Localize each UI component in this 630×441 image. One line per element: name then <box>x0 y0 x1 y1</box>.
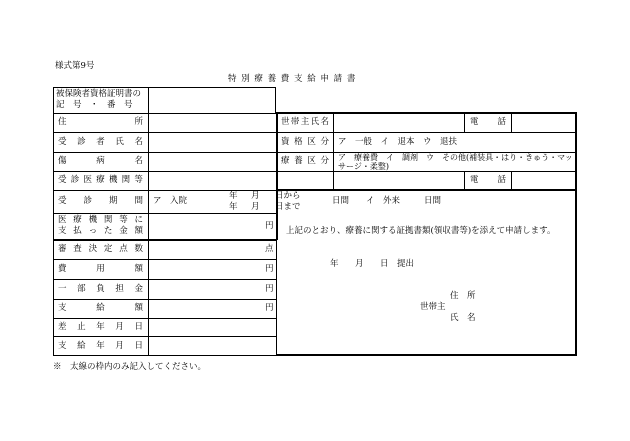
medical-category-label: 療 養 区 分 <box>281 156 329 166</box>
address-label: 住 所 <box>58 117 143 127</box>
submit-day: 日 <box>380 259 389 269</box>
paid-amount-label-2: 支 払 っ た 金 額 <box>58 226 143 236</box>
period-label: 受 診 期 間 <box>58 196 143 206</box>
paid-amount-unit: 円 <box>265 221 274 231</box>
period-to-day: 日まで <box>275 202 301 212</box>
address-sign-label: 住 所 <box>450 291 476 301</box>
review-points-label: 審 査 決 定 点 数 <box>58 244 143 254</box>
hospital-phone-label: 電 話 <box>470 175 506 185</box>
phone-label: 電 話 <box>470 117 506 127</box>
payment-date-label: 支 給 年 月 日 <box>58 341 143 351</box>
period-from-month: 月 <box>251 191 260 201</box>
form-number: 様式第9号 <box>55 61 95 71</box>
qualification-value: ア 一般 イ 退本 ウ 退扶 <box>338 137 458 147</box>
householder-name-label: 世 帯 主 氏 名 <box>281 117 329 127</box>
period-from-day: 日から <box>275 191 301 201</box>
submit-year: 年 <box>330 259 339 269</box>
medical-category-value-2: サージ・柔整) <box>338 162 389 171</box>
insurer-cert-label-1: 被保険者資格証明書の <box>56 89 142 99</box>
payment-unit: 円 <box>265 303 274 313</box>
disease-name-label: 傷 病 名 <box>58 156 143 166</box>
review-points-unit: 点 <box>265 244 274 254</box>
hospital-label: 受 診 医 療 機 関 等 <box>58 175 143 185</box>
period-days-inpatient: 日間 <box>332 196 350 206</box>
copay-label: 一 部 負 担 金 <box>58 284 143 294</box>
period-to-month: 月 <box>251 202 260 212</box>
householder-sign-label: 世帯主 <box>420 302 446 312</box>
paid-amount-label-1: 医 療 機 関 等 に <box>58 215 143 225</box>
form-title: 特 別 療 養 費 支 給 申 請 書 <box>228 74 357 84</box>
medical-category-value-1: ア 療養費 イ 調剤 ウ その他(補装具・はり・きゅう・マッ <box>338 153 573 162</box>
period-outpatient: イ 外来 <box>366 196 401 206</box>
expense-unit: 円 <box>265 264 274 274</box>
period-to-year: 年 <box>229 202 238 212</box>
patient-name-label: 受 診 者 氏 名 <box>58 137 143 147</box>
decision-date-label: 差 止 年 月 日 <box>58 322 143 332</box>
period-from-year: 年 <box>229 191 238 201</box>
submit-label: 提出 <box>397 259 415 269</box>
period-days-outpatient: 日間 <box>424 196 442 206</box>
insurer-cert-label-2: 記 号 ・ 番 号 <box>56 100 133 110</box>
copay-unit: 円 <box>265 284 274 294</box>
application-statement: 上記のとおり、療養に関する証拠書類(領収書等)を添えて申請します。 <box>286 226 556 236</box>
expense-label: 費 用 額 <box>58 264 143 274</box>
name-sign-label: 氏 名 <box>450 313 476 323</box>
submit-month: 月 <box>355 259 364 269</box>
period-inpatient: ア 入院 <box>153 196 188 206</box>
qualification-label: 資 格 区 分 <box>281 137 329 147</box>
payment-label: 支 給 額 <box>58 303 143 313</box>
footnote: ※ 太線の枠内のみ記入してください。 <box>53 362 207 372</box>
